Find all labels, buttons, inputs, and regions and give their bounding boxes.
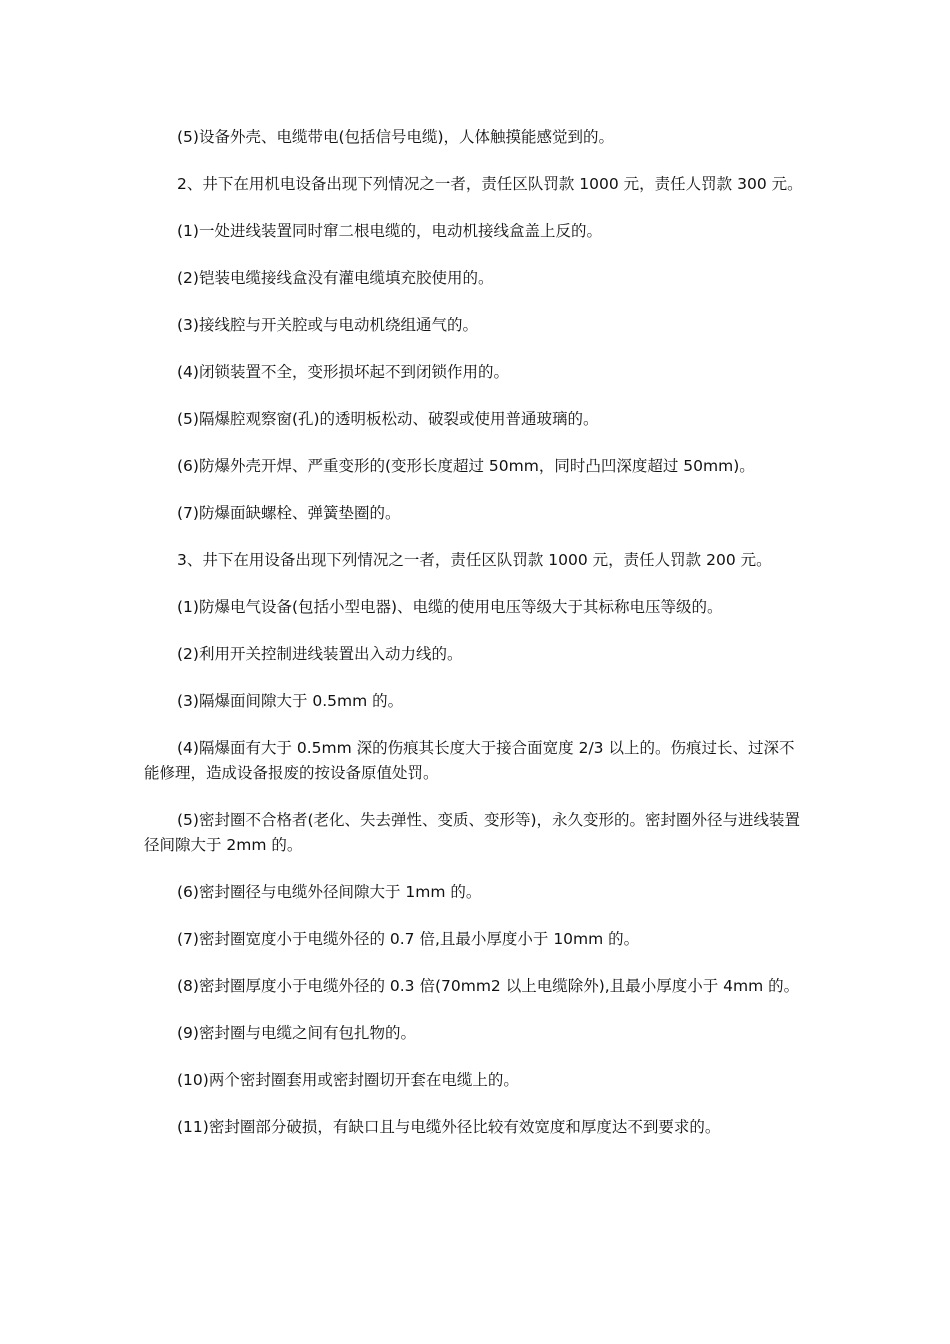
paragraph-21: (11)密封圈部分破损，有缺口且与电缆外径比较有效宽度和厚度达不到要求的。 [177, 1118, 721, 1136]
paragraph-13: (3)隔爆面间隙大于 0.5mm 的。 [177, 692, 404, 710]
paragraph-12: (2)利用开关控制进线装置出入动力线的。 [177, 645, 463, 663]
paragraph-7: (5)隔爆腔观察窗(孔)的透明板松动、破裂或使用普通玻璃的。 [177, 410, 599, 428]
paragraph-4: (2)铠装电缆接线盒没有灌电缆填充胶使用的。 [177, 269, 494, 287]
paragraph-5: (3)接线腔与开关腔或与电动机绕组通气的。 [177, 316, 478, 334]
paragraph-19: (9)密封圈与电缆之间有包扎物的。 [177, 1024, 416, 1042]
paragraph-2: 2、井下在用机电设备出现下列情况之一者，责任区队罚款 1000 元，责任人罚款 300 元。 [177, 175, 803, 193]
paragraph-14: (4)隔爆面有大于 0.5mm 深的伤痕其长度大于接合面宽度 2/3 以上的。伤痕过长、过深不能修理，造成设备报废的按设备原值处罚。 [144, 739, 795, 782]
document-page [144, 125, 808, 1162]
paragraph-3: (1)一处进线装置同时窜二根电缆的，电动机接线盒盖上反的。 [177, 222, 602, 240]
paragraph-17: (7)密封圈宽度小于电缆外径的 0.7 倍,且最小厚度小于 10mm 的。 [177, 930, 640, 948]
paragraph-9: (7)防爆面缺螺栓、弹簧垫圈的。 [177, 504, 401, 522]
paragraph-18: (8)密封圈厚度小于电缆外径的 0.3 倍(70mm2 以上电缆除外),且最小厚度小于 4mm 的。 [177, 977, 800, 995]
paragraph-16: (6)密封圈径与电缆外径间隙大于 1mm 的。 [177, 883, 482, 901]
paragraph-20: (10)两个密封圈套用或密封圈切开套在电缆上的。 [177, 1071, 519, 1089]
paragraph-15: (5)密封圈不合格者(老化、失去弹性、变质、变形等)，永久变形的。密封圈外径与进线装置径间隙大于 2mm 的。 [144, 811, 801, 854]
paragraph-8: (6)防爆外壳开焊、严重变形的(变形长度超过 50mm，同时凸凹深度超过 50mm)。 [177, 457, 755, 475]
paragraph-6: (4)闭锁装置不全，变形损坏起不到闭锁作用的。 [177, 363, 509, 381]
paragraph-1: (5)设备外壳、电缆带电(包括信号电缆)，人体触摸能感觉到的。 [177, 128, 615, 146]
paragraph-11: (1)防爆电气设备(包括小型电器)、电缆的使用电压等级大于其标称电压等级的。 [177, 598, 723, 616]
paragraph-10: 3、井下在用设备出现下列情况之一者，责任区队罚款 1000 元，责任人罚款 200 元。 [177, 551, 772, 569]
